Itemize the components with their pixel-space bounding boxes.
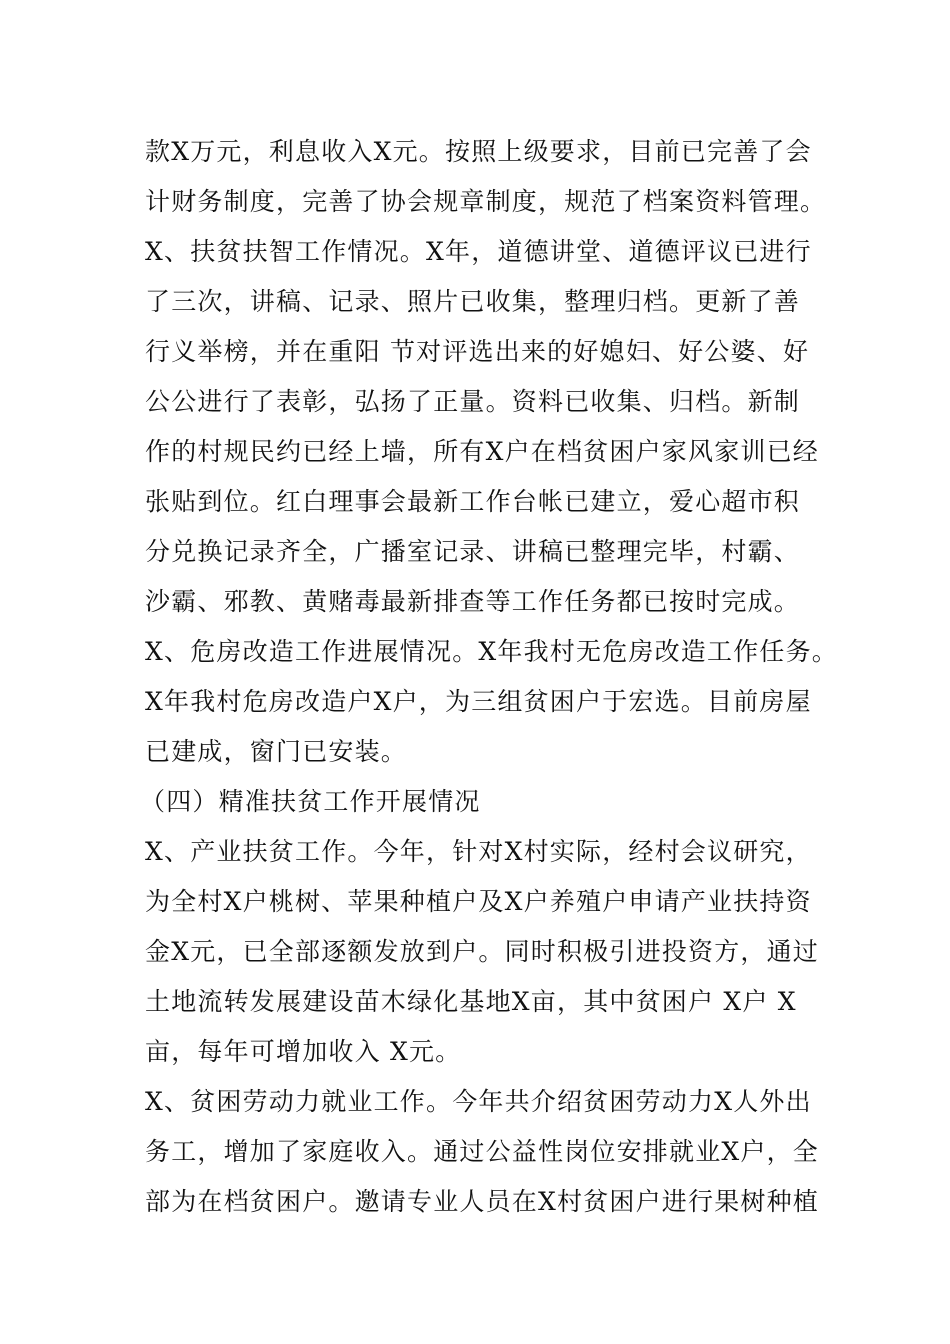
text-line: 金X元，已全部逐额发放到户。同时积极引进投资方，通过	[145, 937, 820, 966]
section-heading: （四）精准扶贫工作开展情况	[140, 787, 481, 816]
text-line: 作的村规民约已经上墙，所有X户在档贫困户家风家训已经	[145, 437, 820, 466]
text-line: 部为在档贫困户。邀请专业人员在X村贫困户进行果树种植	[145, 1187, 820, 1216]
text-line: 已建成，窗门已安装。	[145, 737, 408, 766]
text-line: X年我村危房改造户X户，为三组贫困户于宏选。目前房屋	[145, 687, 812, 716]
text-line: 务工，增加了家庭收入。通过公益性岗位安排就业X户，全	[145, 1137, 820, 1166]
text-line: 分兑换记录齐全，广播室记录、讲稿已整理完毕，村霸、	[145, 537, 801, 566]
text-line: X、产业扶贫工作。今年，针对X村实际，经村会议研究，	[145, 837, 812, 866]
text-line: 款X万元，利息收入X元。按照上级要求，目前已完善了会	[145, 137, 812, 166]
text-line: 亩，每年可增加收入 X元。	[145, 1037, 462, 1066]
text-line: X、危房改造工作进展情况。X年我村无危房改造工作任务。	[145, 637, 838, 666]
text-line: 土地流转发展建设苗木绿化基地X亩，其中贫困户 X户 X	[145, 987, 797, 1016]
text-line: 为全村X户桃树、苹果种植户及X户养殖户申请产业扶持资	[145, 887, 812, 916]
text-line: 了三次，讲稿、记录、照片已收集，整理归档。更新了善	[145, 287, 801, 316]
text-line: X、贫困劳动力就业工作。今年共介绍贫困劳动力X人外出	[145, 1087, 812, 1116]
text-line: 公公进行了表彰，弘扬了正量。资料已收集、归档。新制	[145, 387, 801, 416]
text-line: 行义举榜，并在重阳 节对评选出来的好媳妇、好公婆、好	[145, 337, 810, 366]
text-line: 张贴到位。红白理事会最新工作台帐已建立，爱心超市积	[145, 487, 801, 516]
text-line: 沙霸、邪教、黄赌毒最新排查等工作任务都已按时完成。	[145, 587, 801, 616]
text-line: 计财务制度，完善了协会规章制度，规范了档案资料管理。	[145, 187, 827, 216]
text-line: X、扶贫扶智工作情况。X年，道德讲堂、道德评议已进行	[145, 237, 812, 266]
